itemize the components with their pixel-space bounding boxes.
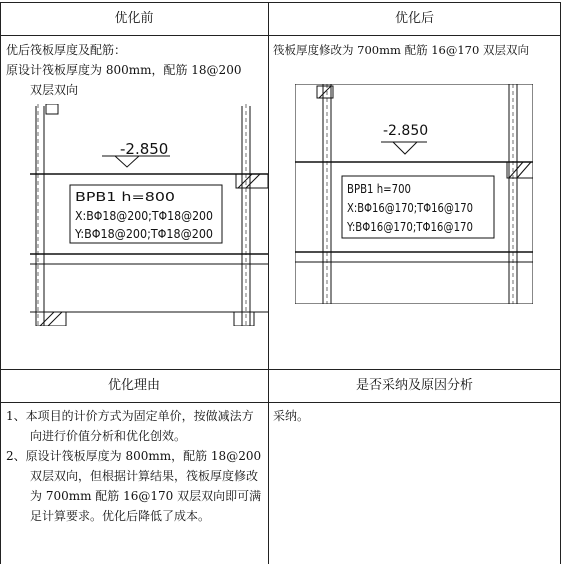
after-elevation-label: -2.850 xyxy=(383,123,429,139)
after-line-1: 筏板厚度修改为 700mm 配筋 16@170 双层双向 xyxy=(273,43,529,57)
before-elevation-label: -2.850 xyxy=(120,140,169,158)
before-line-2: 原设计筏板厚度为 800mm，配筋 18@200 xyxy=(6,63,242,77)
before-slab-label: BPB1 h=800 xyxy=(75,190,175,204)
after-description xyxy=(273,40,559,60)
row-divider xyxy=(0,369,561,370)
after-slab-drawing xyxy=(295,84,533,304)
header-adopted: 是否采纳及原因分析 xyxy=(355,378,473,393)
header-divider xyxy=(0,35,561,36)
header-reason: 优化理由 xyxy=(107,378,160,393)
table-top-border xyxy=(0,2,561,3)
reason-list xyxy=(6,406,264,526)
column-divider xyxy=(268,2,269,564)
before-rebar-y: Y:BΦ18@200;TΦ18@200 xyxy=(74,227,213,241)
before-description xyxy=(6,40,266,100)
before-rebar-x: X:BΦ18@200;TΦ18@200 xyxy=(75,209,213,223)
header-after: 优化后 xyxy=(394,11,434,26)
table-left-border xyxy=(0,2,1,564)
before-line-3: 双层双向 xyxy=(30,83,79,97)
after-rebar-x: X:BΦ16@170;TΦ16@170 xyxy=(347,201,473,215)
before-line-1: 优后筏板厚度及配筋： xyxy=(6,43,127,57)
reason-item-2: 2、原设计筏板厚度为 800mm，配筋 18@200 双层双向，但根据计算结果，筏板厚度修改为 700mm 配筋 16@170 双层双向即可满足计算要求。优化后降低了成本。 xyxy=(6,449,262,523)
header-divider-2 xyxy=(0,402,561,403)
reason-item-1: 1、本项目的计价方式为固定单价，按做减法方向进行价值分析和优化创效。 xyxy=(6,409,254,443)
after-rebar-y: Y:BΦ16@170;TΦ16@170 xyxy=(346,220,473,234)
before-slab-drawing xyxy=(30,104,268,326)
adopted-text: 采纳。 xyxy=(273,409,310,423)
header-before: 优化前 xyxy=(114,11,154,26)
after-slab-label: BPB1 h=700 xyxy=(347,182,411,196)
